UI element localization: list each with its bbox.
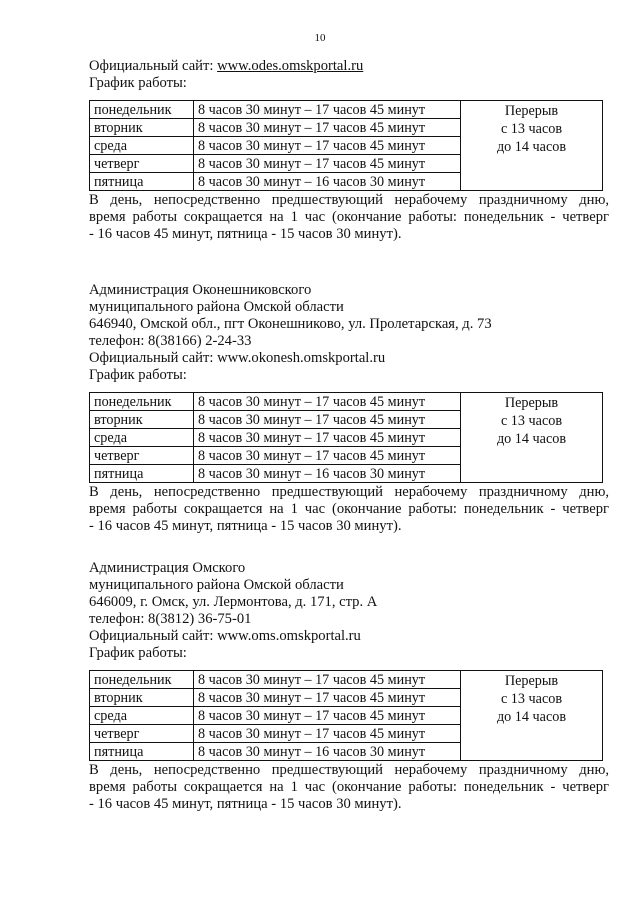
break-line: до 14 часов <box>496 139 567 155</box>
note-line: В день, непосредственно предшествующий нерабочему праздничному дню, <box>89 762 609 778</box>
address-line: 646940, Омской обл., пгт Оконешниково, ул. Пролетарская, д. 73 <box>89 316 492 332</box>
section-oms <box>89 560 609 813</box>
phone-line: телефон: 8(3812) 36-75-01 <box>89 611 252 627</box>
break-cell <box>461 671 603 761</box>
schedule-label: График работы: <box>89 367 187 383</box>
break-cell <box>461 393 603 483</box>
time-cell: 8 часов 30 минут – 16 часов 30 минут <box>194 743 461 761</box>
site-label: Официальный сайт: <box>89 58 218 74</box>
table-row <box>90 101 603 119</box>
day-cell: вторник <box>90 119 194 137</box>
time-cell: 8 часов 30 минут – 17 часов 45 минут <box>194 101 461 119</box>
time-cell: 8 часов 30 минут – 17 часов 45 минут <box>194 137 461 155</box>
break-cell <box>461 101 603 191</box>
time-cell: 8 часов 30 минут – 17 часов 45 минут <box>194 411 461 429</box>
site-link[interactable]: www.okonesh.omskportal.ru <box>217 350 386 366</box>
day-cell: среда <box>90 707 194 725</box>
site-line <box>89 628 609 645</box>
time-cell: 8 часов 30 минут – 17 часов 45 минут <box>194 393 461 411</box>
day-cell: среда <box>90 137 194 155</box>
address-line: муниципального района Омской области <box>89 299 344 315</box>
time-cell: 8 часов 30 минут – 17 часов 45 минут <box>194 447 461 465</box>
note-line: - 16 часов 45 минут, пятница - 15 часов 30 минут). <box>89 796 402 812</box>
phone-line: телефон: 8(38166) 2-24-33 <box>89 333 252 349</box>
break-line: до 14 часов <box>496 431 567 447</box>
day-cell: среда <box>90 429 194 447</box>
schedule-table <box>89 392 603 483</box>
site-line <box>89 58 609 75</box>
day-cell: понедельник <box>90 393 194 411</box>
note-line: время работы сокращается на 1 час (окончание работы: понедельник - четверг <box>89 209 609 225</box>
address-line: 646009, г. Омск, ул. Лермонтова, д. 171, стр. А <box>89 594 378 610</box>
note-line: время работы сокращается на 1 час (окончание работы: понедельник - четверг <box>89 779 609 795</box>
day-cell: пятница <box>90 465 194 483</box>
break-line: Перерыв <box>504 395 559 411</box>
note-line: - 16 часов 45 минут, пятница - 15 часов 30 минут). <box>89 518 402 534</box>
site-link[interactable]: www.oms.omskportal.ru <box>217 628 361 644</box>
site-label: Официальный сайт: <box>89 628 218 644</box>
day-cell: четверг <box>90 447 194 465</box>
section-odes <box>89 58 609 243</box>
address-line: Администрация Омского <box>89 560 246 576</box>
time-cell: 8 часов 30 минут – 17 часов 45 минут <box>194 429 461 447</box>
note-line: В день, непосредственно предшествующий нерабочему праздничному дню, <box>89 484 609 500</box>
table-row <box>90 393 603 411</box>
day-cell: понедельник <box>90 671 194 689</box>
time-cell: 8 часов 30 минут – 17 часов 45 минут <box>194 707 461 725</box>
break-line: Перерыв <box>504 103 559 119</box>
note-line: В день, непосредственно предшествующий нерабочему праздничному дню, <box>89 192 609 208</box>
address-line: муниципального района Омской области <box>89 577 344 593</box>
day-cell: пятница <box>90 173 194 191</box>
day-cell: четверг <box>90 155 194 173</box>
holiday-note <box>89 484 609 535</box>
break-line: до 14 часов <box>496 709 567 725</box>
time-cell: 8 часов 30 минут – 16 часов 30 минут <box>194 465 461 483</box>
time-cell: 8 часов 30 минут – 17 часов 45 минут <box>194 725 461 743</box>
time-cell: 8 часов 30 минут – 16 часов 30 минут <box>194 173 461 191</box>
day-cell: вторник <box>90 411 194 429</box>
break-line: с 13 часов <box>500 413 563 429</box>
site-label: Официальный сайт: <box>89 350 218 366</box>
holiday-note <box>89 762 609 813</box>
day-cell: вторник <box>90 689 194 707</box>
day-cell: четверг <box>90 725 194 743</box>
schedule-table <box>89 670 603 761</box>
break-line: с 13 часов <box>500 691 563 707</box>
day-cell: понедельник <box>90 101 194 119</box>
break-line: Перерыв <box>504 673 559 689</box>
break-line: с 13 часов <box>500 121 563 137</box>
page-number: 10 <box>314 32 326 44</box>
site-link[interactable]: www.odes.omskportal.ru <box>217 58 364 74</box>
table-row <box>90 671 603 689</box>
time-cell: 8 часов 30 минут – 17 часов 45 минут <box>194 689 461 707</box>
schedule-table <box>89 100 603 191</box>
time-cell: 8 часов 30 минут – 17 часов 45 минут <box>194 671 461 689</box>
schedule-label: График работы: <box>89 645 187 661</box>
schedule-label: График работы: <box>89 75 187 91</box>
note-line: время работы сокращается на 1 час (окончание работы: понедельник - четверг <box>89 501 609 517</box>
site-line <box>89 350 609 367</box>
day-cell: пятница <box>90 743 194 761</box>
time-cell: 8 часов 30 минут – 17 часов 45 минут <box>194 155 461 173</box>
section-okonesh <box>89 282 609 535</box>
time-cell: 8 часов 30 минут – 17 часов 45 минут <box>194 119 461 137</box>
address-line: Администрация Оконешниковского <box>89 282 312 298</box>
holiday-note <box>89 192 609 243</box>
note-line: - 16 часов 45 минут, пятница - 15 часов 30 минут). <box>89 226 402 242</box>
